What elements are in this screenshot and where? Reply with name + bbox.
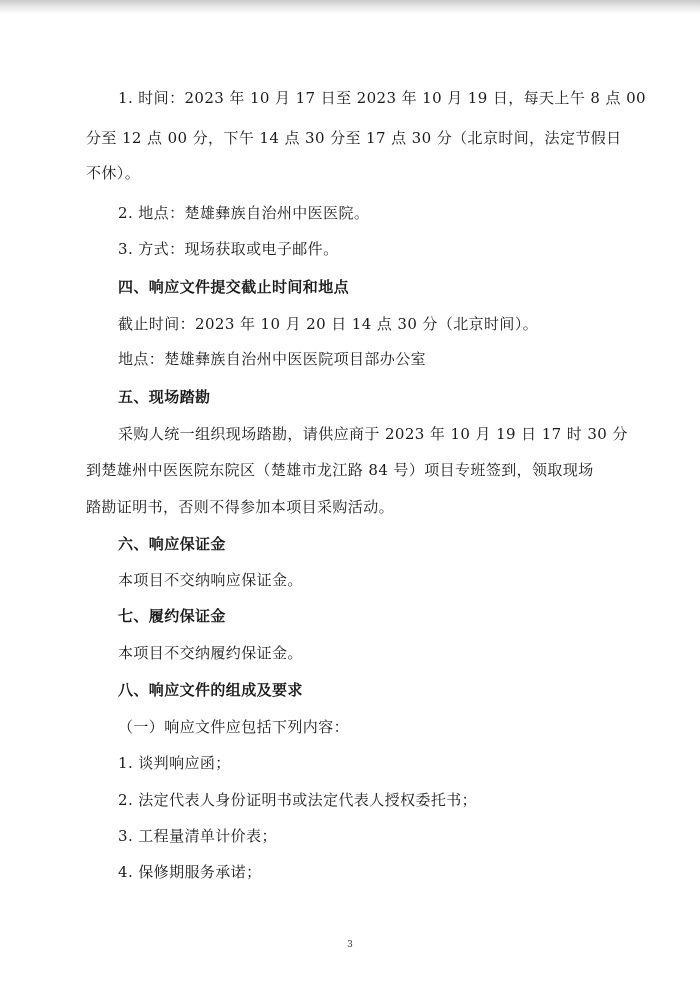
section-heading: 六、响应保证金: [118, 535, 226, 553]
paragraph-line: 3. 方式：现场获取或电子邮件。: [118, 240, 339, 258]
list-item: 4. 保修期服务承诺；: [118, 863, 262, 881]
list-item: 1. 谈判响应函；: [118, 754, 231, 772]
page-number: 3: [347, 940, 353, 950]
paragraph-line: 采购人统一组织现场踏勘，请供应商于 2023 年 10 月 19 日 17 时 30 分: [118, 425, 628, 443]
paragraph-line: 到楚雄州中医医院东院区（楚雄市龙江路 84 号）项目专班签到，领取现场: [86, 461, 594, 479]
paragraph-line: 2. 地点：楚雄彝族自治州中医医院。: [118, 204, 370, 222]
paragraph-line: 不休）。: [86, 164, 141, 182]
section-heading: 八、响应文件的组成及要求: [118, 681, 303, 699]
paragraph-line: 截止时间：2023 年 10 月 20 日 14 点 30 分（北京时间）。: [118, 315, 539, 333]
section-heading: 五、现场踏勘: [118, 388, 211, 406]
paragraph-line: 1. 时间：2023 年 10 月 17 日至 2023 年 10 月 19 日，每天上午 8 点 00: [118, 89, 646, 107]
list-item: 2. 法定代表人身份证明书或法定代表人授权委托书；: [118, 791, 478, 809]
list-item: 3. 工程量清单计价表；: [118, 827, 277, 845]
paragraph-line: 本项目不交纳响应保证金。: [118, 571, 303, 589]
paragraph-line: （一）响应文件应包括下列内容：: [118, 718, 350, 736]
paragraph-line: 地点：楚雄彝族自治州中医医院项目部办公室: [118, 350, 427, 368]
section-heading: 四、响应文件提交截止时间和地点: [118, 278, 350, 296]
section-heading: 七、履约保证金: [118, 607, 226, 625]
paragraph-line: 踏勘证明书，否则不得参加本项目采购活动。: [86, 498, 395, 516]
paragraph-line: 本项目不交纳履约保证金。: [118, 644, 303, 662]
paragraph-line: 分至 12 点 00 分，下午 14 点 30 分至 17 点 30 分（北京时间，法定节假日: [86, 129, 622, 147]
